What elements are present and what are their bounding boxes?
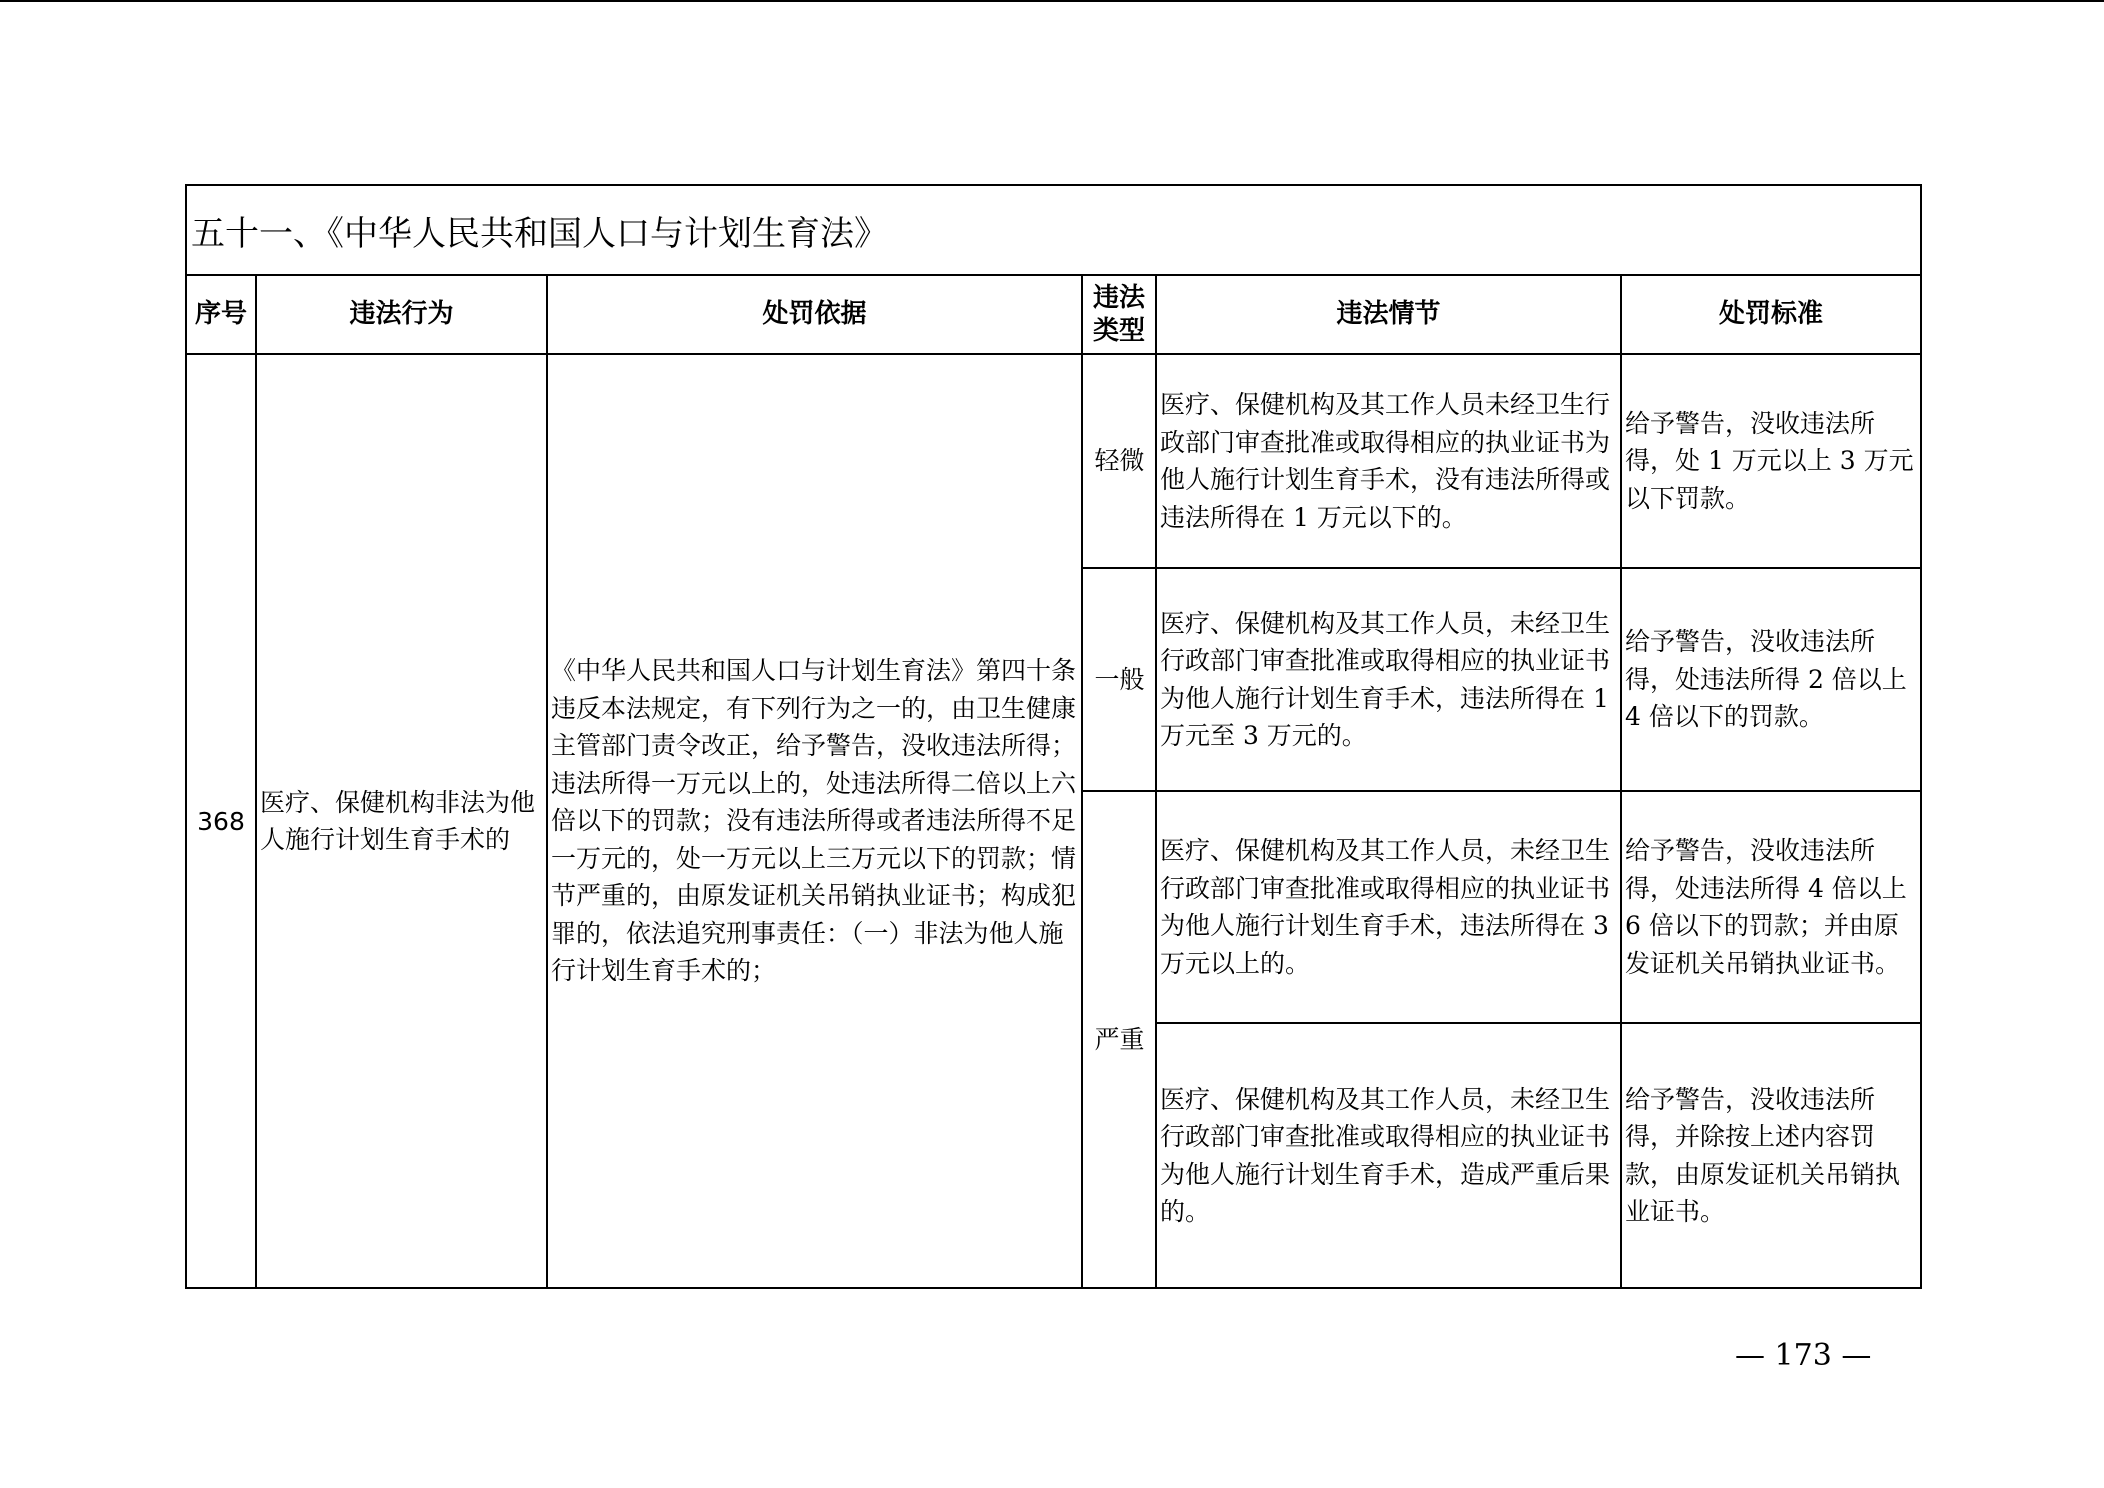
penalty-table-section [185,184,1920,1289]
circumstance-minor: 医疗、保健机构及其工作人员未经卫生行政部门审查批准或取得相应的执业证书为他人施行计划生育手术，没有违法所得或违法所得在 1 万元以下的。 [1156,354,1621,568]
circumstance-general: 医疗、保健机构及其工作人员，未经卫生行政部门审查批准或取得相应的执业证书为他人施行计划生育手术，违法所得在 1 万元至 3 万元的。 [1156,568,1621,791]
standard-serious-2: 给予警告，没收违法所得，并除按上述内容罚款，由原发证机关吊销执业证书。 [1621,1023,1921,1288]
violation-type-minor: 轻微 [1082,354,1156,568]
standard-minor: 给予警告，没收违法所得，处 1 万元以上 3 万元以下罚款。 [1621,354,1921,568]
entry-act: 医疗、保健机构非法为他人施行计划生育手术的 [256,354,547,1288]
page-number: — 173 — [1735,1338,1872,1373]
violation-type-general: 一般 [1082,568,1156,791]
circumstance-serious-2: 医疗、保健机构及其工作人员，未经卫生行政部门审查批准或取得相应的执业证书为他人施行计划生育手术，造成严重后果的。 [1156,1023,1621,1288]
top-border-line [0,0,2104,2]
header-type: 违法类型 [1082,275,1156,354]
table-row [186,354,1921,568]
header-basis: 处罚依据 [547,275,1082,354]
violation-type-serious: 严重 [1082,791,1156,1288]
entry-number: 368 [186,354,256,1288]
penalty-table [185,184,1922,1289]
entry-basis: 《中华人民共和国人口与计划生育法》第四十条 违反本法规定，有下列行为之一的，由卫生健康主管部门责令改正，给予警告，没收违法所得；违法所得一万元以上的，处违法所得二倍以上六倍以下的罚款；没有违法所得或者违法所得不足一万元的，处一万元以上三万元以下的罚款；情节严重的，由原发证机关吊销执业证书；构成犯罪的，依法追究刑事责任：（一）非法为他人施行计划生育手术的； [547,354,1082,1288]
header-act: 违法行为 [256,275,547,354]
circumstance-serious-1: 医疗、保健机构及其工作人员，未经卫生行政部门审查批准或取得相应的执业证书为他人施行计划生育手术，违法所得在 3 万元以上的。 [1156,791,1621,1023]
table-header-row [186,275,1921,354]
standard-general: 给予警告，没收违法所得，处违法所得 2 倍以上 4 倍以下的罚款。 [1621,568,1921,791]
standard-serious-1: 给予警告，没收违法所得，处违法所得 4 倍以上 6 倍以下的罚款；并由原发证机关吊销执业证书。 [1621,791,1921,1023]
header-no: 序号 [186,275,256,354]
section-title: 五十一、《中华人民共和国人口与计划生育法》 [186,185,1921,275]
header-circumstance: 违法情节 [1156,275,1621,354]
header-standard: 处罚标准 [1621,275,1921,354]
